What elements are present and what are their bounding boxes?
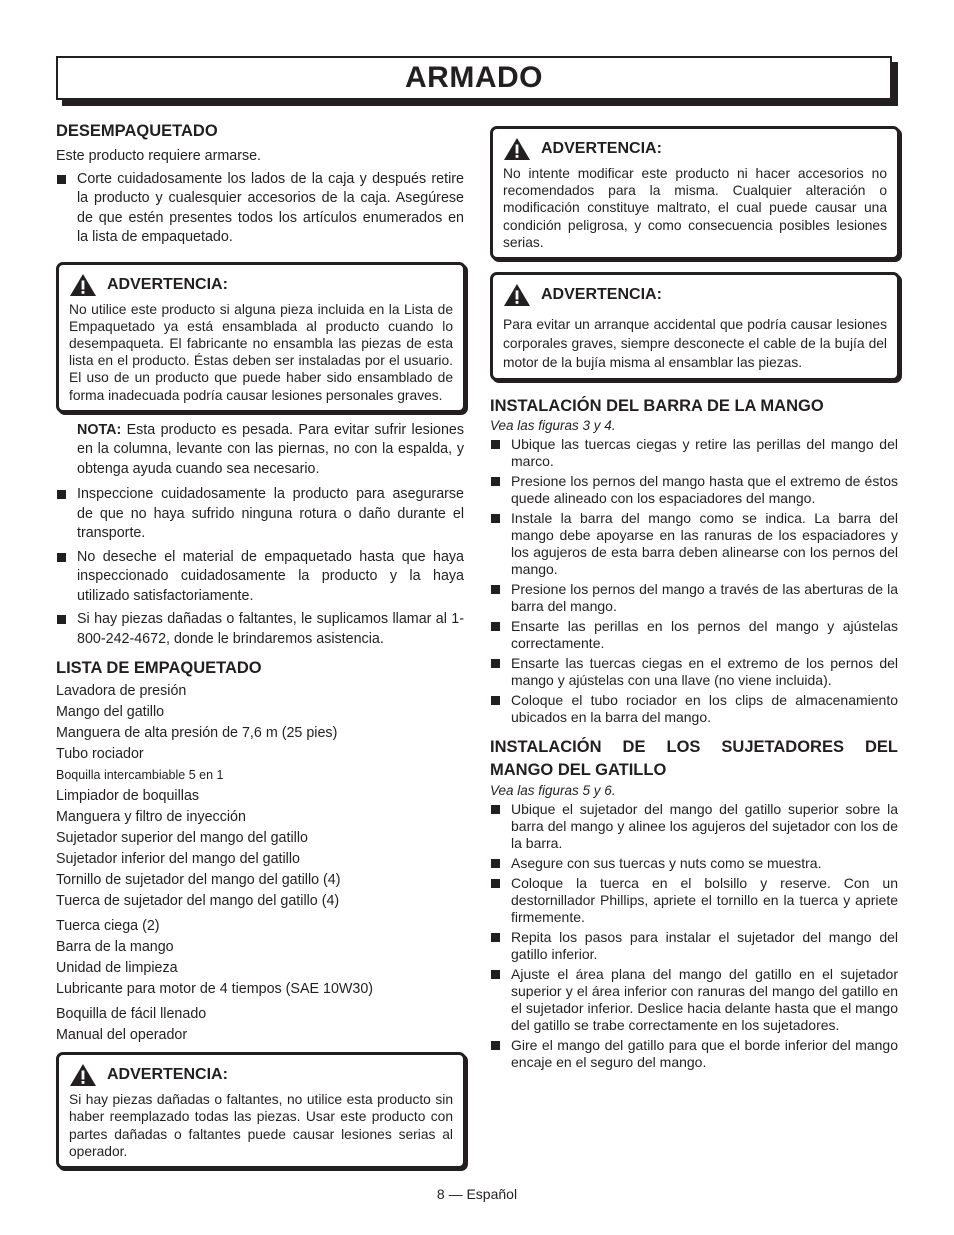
page-footer: 8 — Español — [436, 1186, 518, 1202]
bar-figure-ref: Vea las figuras 3 y 4. — [490, 418, 616, 434]
clamp-install-heading: INSTALACIÓN DE LOS SUJETADORES DEL MANGO DEL GATILLO — [490, 738, 898, 780]
list-item: Inspeccione cuidadosamente la producto para asegurarse de que no haya sufrido ninguna rotura o daño durante el transporte. — [56, 485, 464, 544]
bullet-square-icon — [57, 553, 66, 562]
unpack-heading: DESEMPAQUETADO — [56, 122, 218, 140]
list-item: Ubique las tuercas ciegas y retire las perillas del mango del marco. — [490, 436, 898, 470]
bullet-square-icon — [491, 659, 500, 668]
warning-header — [69, 1063, 453, 1087]
list-item: Lavadora de presión — [56, 683, 187, 700]
list-item: Tornillo de sujetador del mango del gatillo (4) — [56, 872, 341, 889]
list-item: Manual del operador — [56, 1027, 188, 1044]
warning-label: ADVERTENCIA: — [107, 275, 228, 293]
unpack-bullets — [56, 170, 464, 248]
list-item: Manguera de alta presión de 7,6 m (25 pies) — [56, 725, 338, 742]
clamp-install-steps — [490, 801, 898, 1071]
list-item: Barra de la mango — [56, 939, 174, 956]
bullet-square-icon — [491, 477, 500, 486]
list-item: Ensarte las perillas en los pernos del mango y ajústelas correctamente. — [490, 618, 898, 652]
list-item: Sujetador superior del mango del gatillo — [56, 830, 308, 847]
list-item: Coloque la tuerca en el bolsillo y reserve. Con un destornillador Phillips, apriete el tornillo en la tuerca y apriete firmemente. — [490, 875, 898, 926]
list-item: Gire el mango del gatillo para que el borde inferior del mango encaje en el seguro del mango. — [490, 1037, 898, 1071]
bullet-square-icon — [57, 615, 66, 624]
list-item: Boquilla intercambiable 5 en 1 — [56, 768, 224, 783]
bar-install-steps — [490, 436, 898, 726]
list-item: Tubo rociador — [56, 746, 144, 763]
list-item: Presione los pernos del mango a través de las aberturas de la barra del mango. — [490, 581, 898, 615]
warning-label: ADVERTENCIA: — [541, 286, 662, 304]
warning-triangle-icon — [69, 1063, 97, 1087]
title-box — [56, 56, 892, 100]
bullet-square-icon — [491, 1041, 500, 1050]
bullet-square-icon — [491, 970, 500, 979]
warning-header — [69, 273, 453, 297]
left-column — [56, 120, 464, 1169]
list-item: Manguera y filtro de inyección — [56, 809, 246, 826]
bullet-square-icon — [491, 879, 500, 888]
list-item: Asegure con sus tuercas y nuts como se muestra. — [490, 855, 898, 872]
list-item: No deseche el material de empaquetado hasta que haya inspeccionado cuidadosamente la producto y la haya utilizado satisfactoriamente. — [56, 548, 464, 607]
warning-label: ADVERTENCIA: — [541, 140, 662, 157]
bullet-square-icon — [491, 696, 500, 705]
bullet-square-icon — [491, 805, 500, 814]
warning-triangle-icon — [503, 137, 531, 161]
warning-box-assembled-parts — [56, 262, 466, 413]
warning-triangle-icon — [69, 273, 97, 297]
inspection-bullets — [56, 485, 464, 649]
list-item: Si hay piezas dañadas o faltantes, le suplicamos llamar al 1-800-242-4672, donde le brindaremos asistencia. — [56, 610, 464, 649]
note-text: Esta producto es pesada. Para evitar sufrir lesiones en la columna, levante con las piernas, no con la espalda, y obtenga ayuda cuando sea necesario. — [77, 421, 464, 477]
note-paragraph — [77, 421, 464, 480]
list-item: Mango del gatillo — [56, 704, 165, 721]
bar-install-heading: INSTALACIÓN DEL BARRA DE LA MANGO — [490, 397, 824, 416]
pack-list-heading: LISTA DE EMPAQUETADO — [56, 659, 262, 678]
list-item: Limpiador de boquillas — [56, 788, 200, 805]
list-item: Corte cuidadosamente los lados de la caja y después retire la producto y cualesquier accesorios de la caja. Asegúrese de que estén presentes todos los artículos enumerados en la lista de empaquetado. — [56, 170, 464, 248]
clamp-figure-ref: Vea las figuras 5 y 6. — [490, 783, 616, 799]
list-item: Repita los pasos para instalar el sujetador del mango del gatillo inferior. — [490, 929, 898, 963]
bullet-square-icon — [491, 933, 500, 942]
list-item: Ensarte las tuercas ciegas en el extremo de los pernos del mango y ajústelas con una llave (no viene incluida). — [490, 655, 898, 689]
warning-box-damaged-parts — [56, 1052, 466, 1169]
warning-box-modification — [490, 126, 900, 260]
bullet-square-icon — [491, 859, 500, 868]
right-column — [490, 126, 898, 1074]
bullet-square-icon — [491, 622, 500, 631]
list-item: Presione los pernos del mango hasta que el extremo de éstos quede alineado con los espaciadores del mango. — [490, 473, 898, 507]
bullet-square-icon — [57, 175, 66, 184]
warning-box-spark-plug — [490, 272, 900, 381]
warning-label: ADVERTENCIA: — [107, 1066, 228, 1084]
list-item: Unidad de limpieza — [56, 960, 178, 977]
bullet-square-icon — [491, 514, 500, 523]
list-item: Lubricante para motor de 4 tiempos (SAE 10W30) — [56, 981, 374, 998]
list-item: Ajuste el área plana del mango del gatillo en el sujetador superior y el área inferior con ranuras del mango del gatillo en el sujetador inferior. Deslice hacia delante hasta que el mango del gatillo se trabe correctamente en los sujetadores. — [490, 966, 898, 1034]
page-title-banner — [56, 56, 898, 106]
list-item: Sujetador inferior del mango del gatillo — [56, 851, 300, 868]
warning-text: No intente modificar este producto ni hacer accesorios no recomendados para la misma. Cualquier alteración o modificación constituye maltrato, el cual puede causar una condición peligrosa, y como consecuencia posibles lesiones serias. — [503, 166, 887, 250]
unpack-intro: Este producto requiere armarse. — [56, 148, 262, 164]
list-item: Boquilla de fácil llenado — [56, 1006, 207, 1023]
list-item: Instale la barra del mango como se indica. La barra del mango debe apoyarse en las ranuras de los espaciadores y los agujeros de esta barra deben alinearse con los pernos del mango. — [490, 510, 898, 578]
list-item: Coloque el tubo rociador en los clips de almacenamiento ubicados en la barra del mango. — [490, 692, 898, 726]
list-item: Ubique el sujetador del mango del gatillo superior sobre la barra del mango y alinee los agujeros del sujetador con los de la barra. — [490, 801, 898, 852]
pack-list — [56, 681, 464, 1046]
warning-header — [503, 137, 887, 161]
warning-triangle-icon — [503, 283, 531, 307]
list-item: Tuerca de sujetador del mango del gatillo (4) — [56, 893, 340, 910]
bullet-square-icon — [57, 490, 66, 499]
bullet-square-icon — [491, 440, 500, 449]
bullet-square-icon — [491, 585, 500, 594]
note-label: NOTA: — [77, 421, 122, 438]
warning-header — [503, 283, 887, 307]
warning-text: No utilice este producto si alguna pieza incluida en la Lista de Empaquetado ya está ensamblada al producto cuando lo desempaqueta. El fabricante no ensambla las piezas de esta lista en el producto. Éstas deben ser instaladas por el usuario. El uso de un producto que puede haber sido ensamblado de forma inadecuada podría causar lesiones personales graves. — [69, 301, 453, 403]
list-item: Tuerca ciega (2) — [56, 918, 160, 935]
warning-text: Para evitar un arranque accidental que podría causar lesiones corporales graves, siempre desconecte el cable de la bujía del motor de la bujía misma al ensamblar las piezas. — [503, 317, 887, 371]
page-title: ARMADO — [405, 61, 543, 94]
warning-text: Si hay piezas dañadas o faltantes, no utilice esta producto sin haber reemplazado todas las piezas. Usar este producto con partes dañadas o faltantes puede causar lesiones serias al operador. — [69, 1092, 453, 1159]
